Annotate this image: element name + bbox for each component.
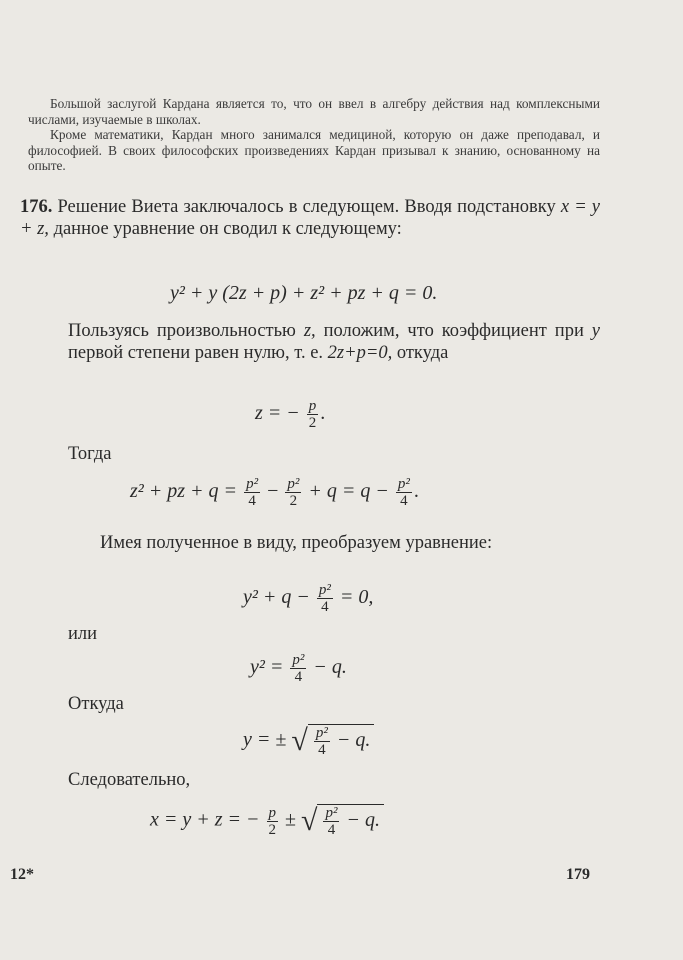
eq3-mid: + q = q − <box>308 480 389 503</box>
eq6-frac <box>314 725 330 758</box>
eq2-lhs: z = − <box>255 402 300 425</box>
problem-number: 176. <box>20 197 53 217</box>
radical-sign-icon: √ <box>301 804 318 837</box>
eq7-f2d: 4 <box>327 822 336 838</box>
eq2-fraction <box>307 398 319 431</box>
eq7-frac-2 <box>323 805 339 838</box>
page-number: 179 <box>566 866 590 883</box>
eq6-fn: p² <box>315 725 328 741</box>
eq7-f2n: p² <box>325 805 338 821</box>
eq6-fd: 4 <box>318 742 326 758</box>
equation-1: y² + y (2z + p) + z² + pz + q = 0. <box>170 282 438 304</box>
eq3-f3d: 4 <box>400 493 408 509</box>
note-paragraph-2: Кроме математики, Кардан много занимался медициной, которую он даже преподавал, и философией. В своих философских произведениях Кардан призывал к знанию, основанному на опыте. <box>28 127 600 173</box>
eq4-fd: 4 <box>321 599 329 615</box>
historical-note <box>28 96 600 174</box>
eq3-frac-2 <box>285 476 301 509</box>
eq3-f2n: p² <box>287 476 300 492</box>
equation-6 <box>243 724 374 758</box>
eq5-fn: p² <box>292 652 305 668</box>
para2-text-a: Пользуясь произвольностью <box>68 321 304 341</box>
eq5-fd: 4 <box>294 669 303 685</box>
eq3-lhs: z² + pz + q = <box>130 480 238 503</box>
eq3-f1n: p² <box>246 476 259 492</box>
eq3-frac-3 <box>396 476 412 509</box>
eq3-frac-1 <box>244 476 260 509</box>
paragraph-2 <box>68 320 600 364</box>
eq3-minus: − <box>267 480 279 503</box>
para2-z: z, <box>303 321 316 341</box>
eq7-sqrt <box>301 804 384 838</box>
eq4-fn: p² <box>318 582 331 598</box>
eq7-f1d: 2 <box>268 821 277 838</box>
para2-text-b: положим, что коэффициент при <box>315 321 592 341</box>
eq3-end: . <box>413 480 419 503</box>
whence-label: Откуда <box>68 694 124 714</box>
eq7-frac-1 <box>267 805 279 838</box>
equation-7 <box>150 804 384 838</box>
eq4-rhs: = 0, <box>339 586 374 609</box>
note-paragraph-1: Большой заслугой Кардана является то, что он ввел в алгебру действия над комплексными числами, изучаемые в школах. <box>28 96 600 127</box>
equation-2 <box>255 398 325 431</box>
eq2-num: p <box>308 398 317 414</box>
eq7-rhs: − q. <box>346 809 380 832</box>
para2-eq: 2z+p=0, <box>327 343 393 363</box>
eq4-frac <box>317 582 333 615</box>
signature-mark: 12* <box>10 866 34 883</box>
eq3-f2d: 2 <box>289 493 298 509</box>
eq7-radicand <box>317 804 384 838</box>
radical-sign-icon: √ <box>291 724 308 757</box>
having-paragraph: Имея полученное в виду, преобразуем уравнение: <box>100 533 493 553</box>
intro-text-a: Решение Виета заключалось в следующем. Вводя подстановку <box>57 197 561 217</box>
para2-text-d: откуда <box>392 343 449 363</box>
eq6-lhs: y = ± <box>243 728 287 751</box>
eq7-f1n: p <box>268 804 277 821</box>
substitution: x = y + z, <box>20 197 601 239</box>
problem-intro <box>20 196 600 240</box>
eq5-lhs: y² = <box>250 656 284 679</box>
equation-4 <box>243 582 373 615</box>
eq6-sqrt <box>291 724 374 758</box>
eq5-frac <box>290 652 306 685</box>
eq7-pm: ± <box>285 808 297 831</box>
equation-5 <box>250 652 347 685</box>
eq5-rhs: − q. <box>313 656 347 679</box>
intro-text-b: данное уравнение он сводил к следующему: <box>48 219 402 239</box>
eq7-lhs: x = y + z = − <box>150 808 260 831</box>
eq3-f3n: p² <box>397 476 410 492</box>
equation-3 <box>130 476 419 509</box>
eq6-rhs: − q. <box>336 729 371 752</box>
eq6-radicand <box>308 724 375 758</box>
para2-y: y <box>591 321 600 341</box>
eq2-den: 2 <box>308 415 317 431</box>
eq2-end: . <box>320 402 326 425</box>
then-label: Тогда <box>68 444 112 464</box>
therefore-label: Следовательно, <box>68 770 191 790</box>
para2-text-c: первой степени равен нулю, т. е. <box>68 343 328 363</box>
eq4-lhs: y² + q − <box>243 586 310 609</box>
or-label: или <box>68 624 98 644</box>
eq3-f1d: 4 <box>248 493 256 509</box>
